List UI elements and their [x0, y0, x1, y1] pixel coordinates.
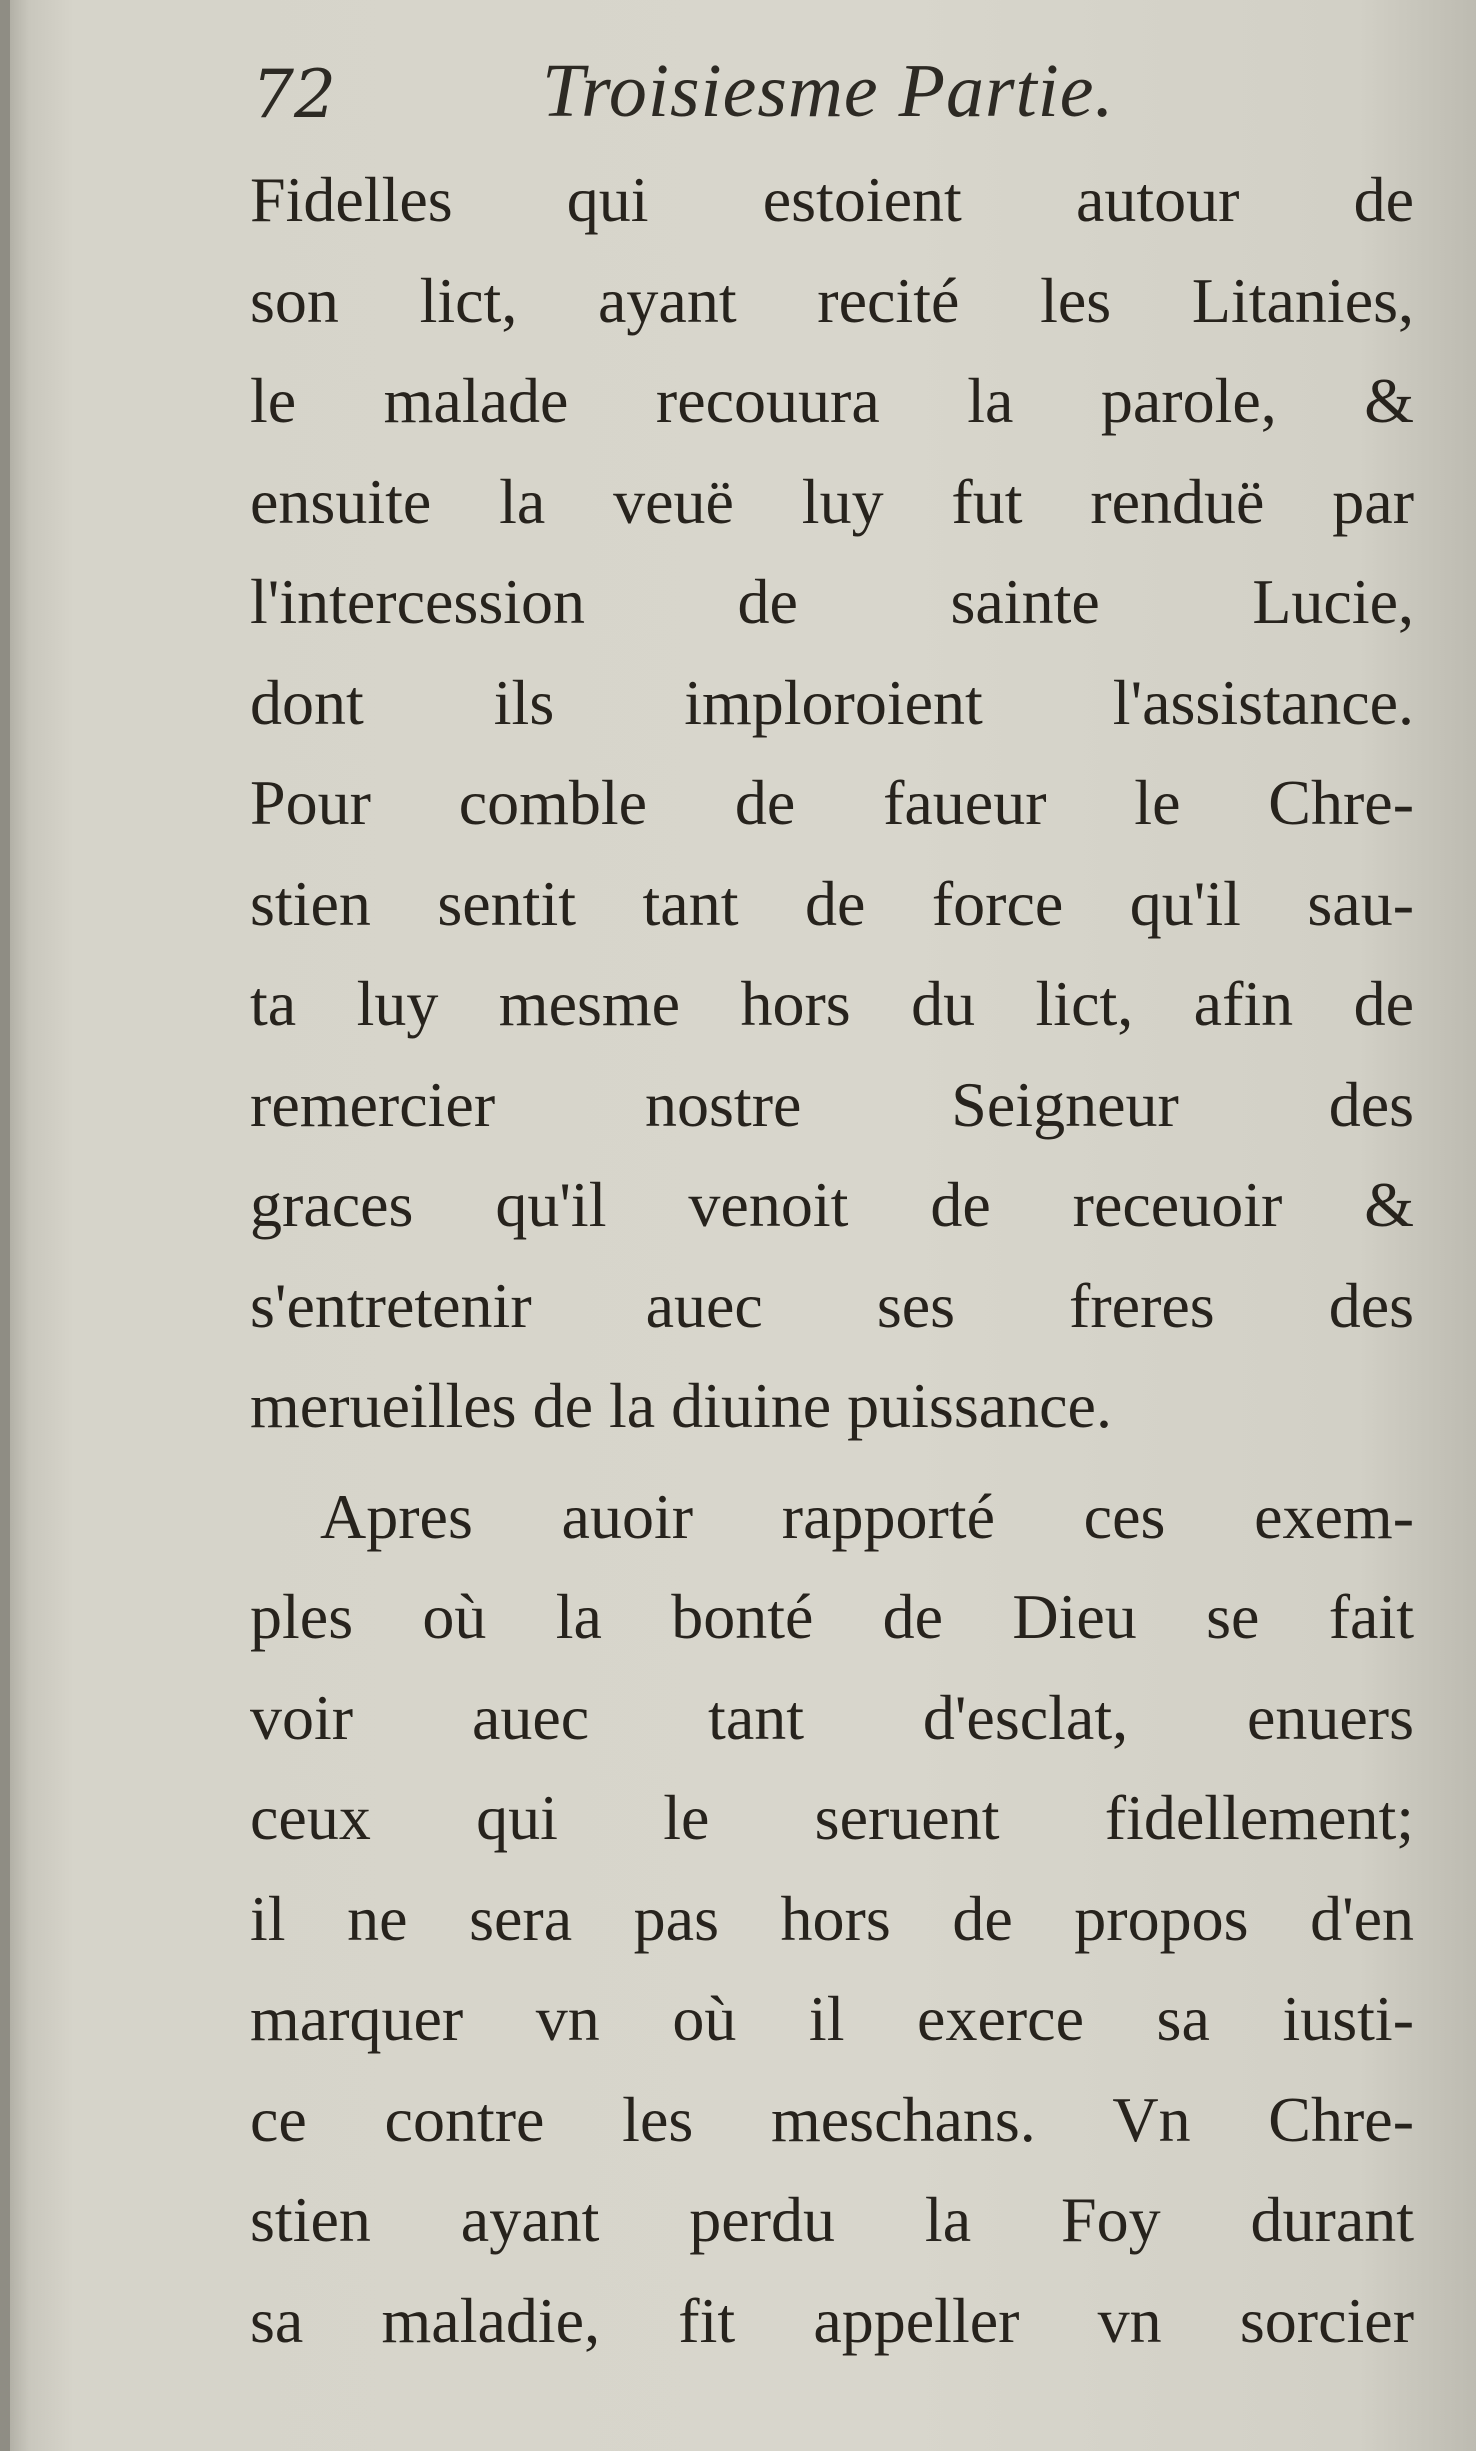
text-line: ples où la bonté de Dieu se fait	[250, 1581, 1414, 1652]
text-line: s'entretenir auec ses freres des	[250, 1269, 1414, 1341]
text-line: marquer vn où il exerce sa iusti-	[250, 1983, 1414, 2054]
text-line: sa maladie, fit appeller vn sorcier	[250, 2284, 1414, 2356]
text-line: ce contre les meschans. Vn Chre-	[250, 2083, 1414, 2155]
running-title: Troisiesme Partie.	[542, 49, 1115, 133]
text-line: le malade recouura la parole, &	[250, 365, 1414, 436]
text-line: ta luy mesme hors du lict, afin de	[250, 968, 1414, 1039]
page-gutter	[0, 0, 10, 2451]
text-line: l'intercession de sainte Lucie,	[250, 566, 1414, 637]
text-line: voir auec tant d'esclat, enuers	[250, 1681, 1414, 1753]
body-text	[250, 150, 1414, 2371]
text-line: ceux qui le seruent fidellement;	[250, 1782, 1414, 1853]
text-line: il ne sera pas hors de propos d'en	[250, 1882, 1414, 1954]
text-line: graces qu'il venoit de receuoir &	[250, 1169, 1414, 1240]
text-line: ensuite la veuë luy fut renduë par	[250, 465, 1414, 537]
text-line: Fidelles qui estoient autour de	[250, 164, 1414, 235]
text-line: dont ils imploroient l'assistance.	[250, 666, 1414, 738]
text-line: stien ayant perdu la Foy durant	[250, 2184, 1414, 2255]
text-line: Pour comble de faueur le Chre-	[250, 767, 1414, 838]
page-header	[252, 48, 1412, 148]
text-line: stien sentit tant de force qu'il sau-	[250, 867, 1414, 939]
text-line: son lict, ayant recité les Litanies,	[250, 264, 1414, 336]
page-number: 72	[252, 56, 336, 133]
text-line: remercier nostre Seigneur des	[250, 1068, 1414, 1140]
text-line: merueilles de la diuine puissance.	[250, 1370, 1112, 1441]
paragraph-gap	[250, 1457, 1414, 1467]
text-line: Apres auoir rapporté ces exem-	[320, 1480, 1414, 1552]
